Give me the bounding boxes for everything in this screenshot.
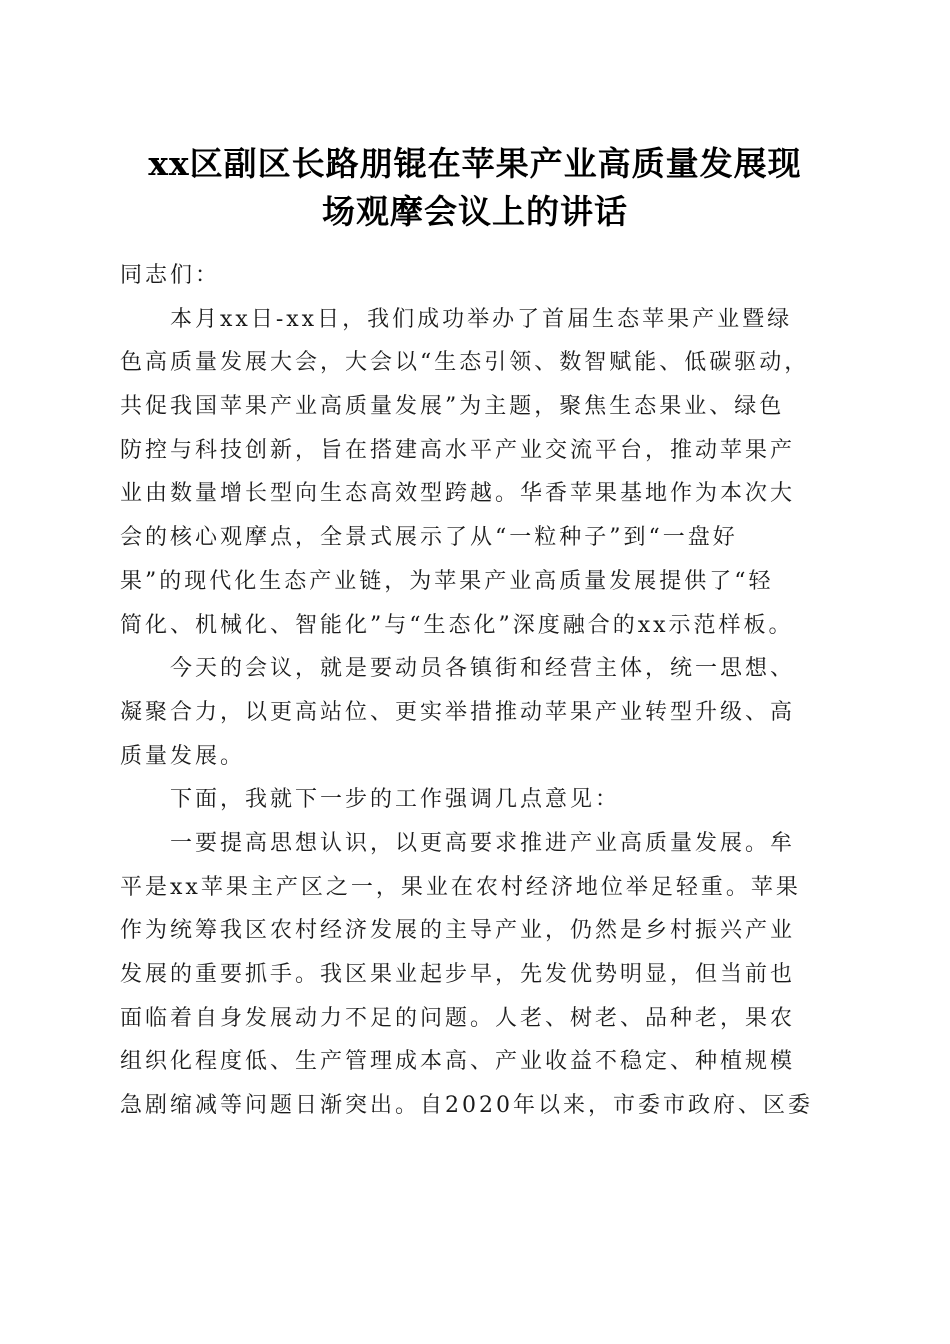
paragraph-2-line: 凝聚合力，以更高站位、更实举措推动苹果产业转型升级、高	[120, 699, 796, 725]
paragraph-4-line: 平是xx苹果主产区之一，果业在农村经济地位举足轻重。苹果	[120, 874, 801, 900]
title-line-2: 场观摩会议上的讲话	[322, 192, 628, 231]
paragraph-4-line: 急剧缩减等问题日渐突出。自2020年以来，市委市政府、区委	[120, 1093, 813, 1119]
paragraph-4-line: 作为统筹我区农村经济发展的主导产业，仍然是乡村振兴产业	[120, 918, 796, 944]
paragraph-3-line: 下面，我就下一步的工作强调几点意见：	[170, 787, 621, 813]
paragraph-4-line: 发展的重要抓手。我区果业起步早，先发优势明显，但当前也	[120, 962, 796, 987]
paragraph-1-line: 防控与科技创新，旨在搭建高水平产业交流平台，推动苹果产	[120, 437, 796, 463]
title-line-1: xx区副区长路朋锟在苹果产业高质量发展现	[148, 144, 802, 183]
paragraph-1-line: 本月xx日-xx日，我们成功举办了首届生态苹果产业暨绿	[170, 306, 793, 332]
paragraph-1-line: 共促我国苹果产业高质量发展”为主题，聚焦生态果业、绿色	[120, 394, 785, 420]
paragraph-1-line: 业由数量增长型向生态高效型跨越。华香苹果基地作为本次大	[120, 481, 796, 507]
paragraph-1-line: 会的核心观摩点，全景式展示了从“一粒种子”到“一盘好	[120, 525, 738, 551]
paragraph-4-line: 组织化程度低、生产管理成本高、产业收益不稳定、种植规模	[120, 1049, 796, 1075]
paragraph-1-line: 果”的现代化生态产业链，为苹果产业高质量发展提供了“轻	[120, 568, 774, 594]
paragraph-1-line: 色高质量发展大会，大会以“生态引领、数智赋能、低碳驱动，	[120, 350, 810, 376]
paragraph-2-line: 质量发展。	[120, 743, 246, 769]
paragraph-4-line: 一要提高思想认识，以更高要求推进产业高质量发展。牟	[170, 830, 796, 856]
paragraph-4-line: 面临着自身发展动力不足的问题。人老、树老、品种老，果农	[120, 1005, 796, 1031]
paragraph-2-line: 今天的会议，就是要动员各镇街和经营主体，统一思想、	[170, 656, 796, 682]
salutation: 同志们：	[120, 263, 221, 288]
paragraph-1-line: 简化、机械化、智能化”与“生态化”深度融合的xx示范样板。	[120, 612, 794, 638]
document-body	[120, 254, 830, 1128]
document-title	[60, 140, 890, 236]
